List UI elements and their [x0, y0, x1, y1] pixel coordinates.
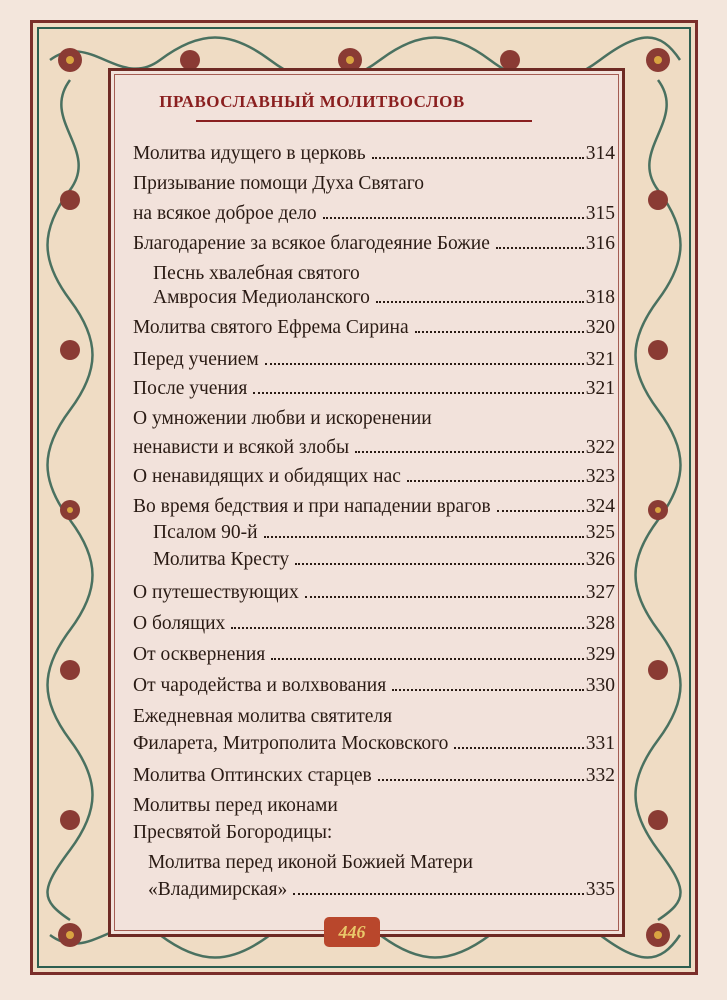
- toc-entry: [133, 645, 615, 665]
- toc-entry-title: О путешествующих: [133, 582, 299, 603]
- toc-entry: [133, 823, 332, 843]
- toc-entry: [133, 676, 615, 696]
- toc-page-number: 330: [585, 675, 615, 696]
- toc-entry: [148, 880, 615, 900]
- toc-leader-dots: [265, 363, 584, 365]
- toc-entry-title: После учения: [133, 378, 248, 399]
- toc-page-number: 325: [585, 522, 615, 543]
- toc-entry-title: Молитвы перед иконами: [133, 795, 338, 816]
- toc-entry: [133, 707, 392, 727]
- toc-entry-title: О умножении любви и искоренении: [133, 408, 432, 429]
- toc-entry-title: ненависти и всякой злобы: [133, 437, 350, 458]
- toc-entry: [133, 438, 615, 458]
- toc-entry: [133, 583, 615, 603]
- toc-entry: [133, 796, 338, 816]
- toc-page-number: 331: [585, 733, 615, 754]
- toc-entry-title: Ежедневная молитва святителя: [133, 706, 393, 727]
- toc-entry: [133, 379, 615, 399]
- toc-entry-title: Во время бедствия и при нападении врагов: [133, 496, 491, 517]
- toc-page-number: 316: [585, 233, 615, 254]
- toc-entry: [133, 409, 432, 429]
- toc-entry: [133, 144, 615, 164]
- toc-entry: [153, 523, 615, 543]
- toc-entry: [133, 497, 615, 517]
- toc-entry: [133, 350, 615, 370]
- toc-entry-title: О ненавидящих и обидящих нас: [133, 466, 401, 487]
- toc-page-number: 321: [585, 349, 615, 370]
- toc-entry: [133, 318, 615, 338]
- toc-leader-dots: [264, 536, 584, 538]
- page-header: ПРАВОСЛАВНЫЙ МОЛИТВОСЛОВ: [159, 92, 465, 111]
- toc-leader-dots: [231, 627, 583, 629]
- page-number: 446: [324, 917, 380, 947]
- toc-page-number: 314: [585, 143, 615, 164]
- toc-entry-title: Амвросия Медиоланского: [153, 287, 370, 308]
- toc-page-number: 320: [585, 317, 615, 338]
- toc-entry-title: Призывание помощи Духа Святаго: [133, 173, 424, 194]
- toc-entry: [153, 264, 360, 284]
- toc-page-number: 335: [585, 879, 615, 900]
- toc-entry: [153, 550, 615, 570]
- toc-page-number: 326: [585, 549, 615, 570]
- toc-leader-dots: [407, 480, 584, 482]
- toc-page-number: 322: [585, 437, 615, 458]
- toc-page-number: 315: [585, 203, 615, 224]
- toc-entry: [133, 766, 615, 786]
- toc-leader-dots: [323, 217, 584, 219]
- toc-entry-title: Молитва перед иконой Божией Матери: [148, 852, 473, 873]
- toc-page-number: 324: [585, 496, 615, 517]
- toc-entry-title: Пресвятой Богородицы:: [133, 822, 333, 843]
- toc-leader-dots: [305, 596, 584, 598]
- toc-leader-dots: [497, 510, 584, 512]
- toc-entry-title: Филарета, Митрополита Московского: [133, 733, 449, 754]
- toc-entry-title: «Владимирская»: [148, 879, 288, 900]
- toc-leader-dots: [392, 689, 584, 691]
- toc-leader-dots: [376, 301, 584, 303]
- toc-leader-dots: [454, 747, 583, 749]
- toc-entry-title: От чародейства и волхвования: [133, 675, 387, 696]
- toc-entry-title: Молитва Кресту: [153, 549, 290, 570]
- toc-entry: [153, 288, 615, 308]
- toc-leader-dots: [378, 779, 584, 781]
- toc-leader-dots: [355, 451, 584, 453]
- toc-leader-dots: [372, 157, 584, 159]
- toc-entry-title: От осквернения: [133, 644, 266, 665]
- toc-leader-dots: [496, 247, 584, 249]
- toc-page-number: 328: [585, 613, 615, 634]
- toc-entry-title: Песнь хвалебная святого: [153, 263, 360, 284]
- toc-entry-title: Благодарение за всякое благодеяние Божие: [133, 233, 490, 254]
- toc-entry-title: на всякое доброе дело: [133, 203, 317, 224]
- toc-entry-title: Молитва святого Ефрема Сирина: [133, 317, 409, 338]
- toc-entry: [133, 204, 615, 224]
- toc-entry-title: О болящих: [133, 613, 226, 634]
- toc-page-number: 321: [585, 378, 615, 399]
- toc-page-number: 327: [585, 582, 615, 603]
- toc-entry-title: Молитва идущего в церковь: [133, 143, 366, 164]
- toc-entry-title: Молитва Оптинских старцев: [133, 765, 372, 786]
- toc-leader-dots: [295, 563, 584, 565]
- toc-leader-dots: [415, 331, 584, 333]
- toc-entry-title: Перед учением: [133, 349, 259, 370]
- toc-entry: [133, 234, 615, 254]
- toc-entry: [133, 614, 615, 634]
- toc-entry: [133, 467, 615, 487]
- toc-entry: [148, 853, 473, 873]
- toc-entry-title: Псалом 90-й: [153, 522, 258, 543]
- toc-page-number: 323: [585, 466, 615, 487]
- toc-page-number: 318: [585, 287, 615, 308]
- toc-page-number: 332: [585, 765, 615, 786]
- toc-entry: [133, 734, 615, 754]
- toc-entry: [133, 174, 424, 194]
- toc-leader-dots: [253, 392, 583, 394]
- toc-page-number: 329: [585, 644, 615, 665]
- toc-leader-dots: [293, 893, 584, 895]
- toc-leader-dots: [271, 658, 583, 660]
